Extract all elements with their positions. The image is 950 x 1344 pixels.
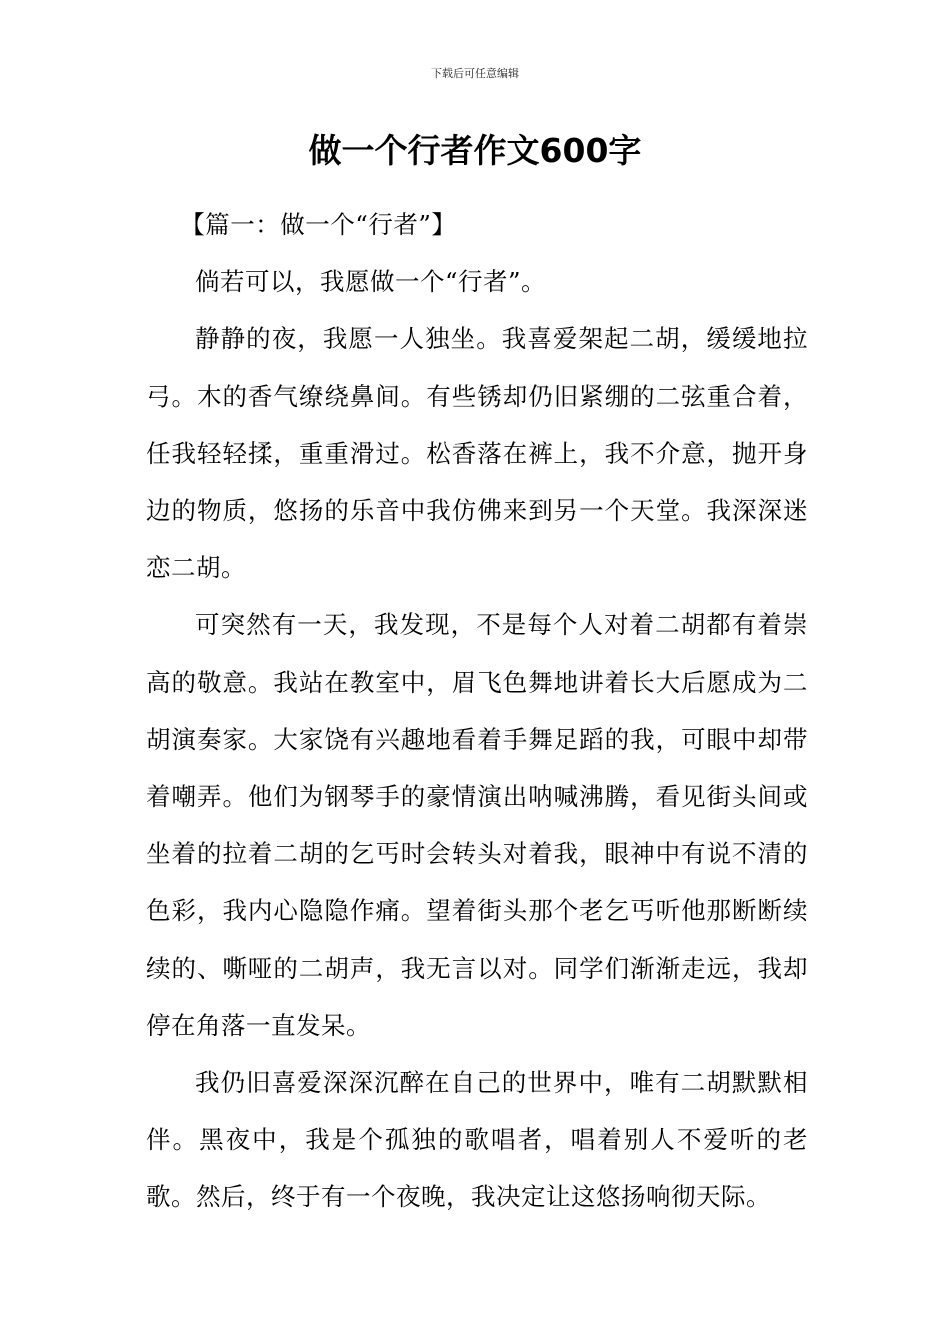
paragraph: 可突然有一天，我发现，不是每个人对着二胡都有着崇高的敬意。我站在教室中，眉飞色舞地讲着长大后愿成为二胡演奏家。大家饶有兴趣地看着手舞足蹈的我，可眼中却带着嘲弄。他们为钢琴手的豪情演出呐喊沸腾，看见街头间或坐着的拉着二胡的乞丐时会转头对着我，眼神中有说不清的色彩，我内心隐隐作痛。望着街头那个老乞丐听他那断断续续的、嘶哑的二胡声，我无言以对。同学们渐渐走远，我却停在角落一直发呆。 [146, 610, 808, 1040]
paragraph: 我仍旧喜爱深深沉醉在自己的世界中，唯有二胡默默相伴。黑夜中，我是个孤独的歌唱者，唱着别人不爱听的老歌。然后，终于有一个夜晚，我决定让这悠扬响彻天际。 [146, 1068, 808, 1212]
paragraph: 倘若可以，我愿做一个“行者”。 [195, 267, 547, 297]
document-title: 做一个行者作文600字 [308, 131, 642, 170]
header-note: 下载后可任意编辑 [431, 67, 519, 80]
section-heading: 【篇一：做一个“行者”】 [180, 210, 457, 239]
document-body [146, 196, 808, 1226]
paragraph: 静静的夜，我愿一人独坐。我喜爱架起二胡，缓缓地拉弓。木的香气缭绕鼻间。有些锈却仍旧紧绷的二弦重合着，任我轻轻揉，重重滑过。松香落在裤上，我不介意，抛开身边的物质，悠扬的乐音中我仿佛来到另一个天堂。我深深迷恋二胡。 [146, 324, 808, 583]
